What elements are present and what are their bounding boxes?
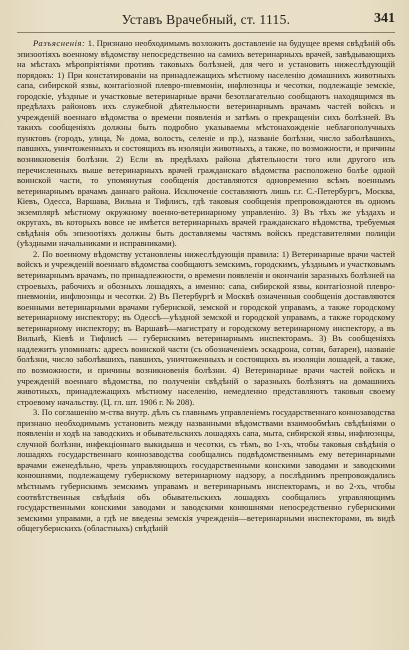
running-header xyxy=(17,10,395,33)
running-title: Уставъ Врачебный, ст. 1115. xyxy=(121,12,291,27)
paragraph-3: 3. По соглашенію м-ства внутр. дѣлъ съ главнымъ управленіемъ государственнаго коннозаводства признано необходимымъ установить между названными вѣдомствами взаимообмѣнъ свѣдѣніями о появленіи и ходѣ на заводскихъ и обывательскихъ лошадяхъ сапа, мыта, сибирской язвы, инфлюэнцы, случной болѣзни, инфекціоннаго выкидыша и чесотки, съ тѣмъ, во 1-хъ, чтобы таковыя свѣдѣнія о лошадяхъ государственнаго коннозаводства сообщались подвѣдомственнымъ ему ветеринарными врачами еженедѣльно, чрезъ управляющихъ государственными конскими заводами и заводскими конюшнями, подлежащему губернскому ветеринарному надзору, а послѣднимъ препровождались мѣстнымъ губернскимъ земскимъ управамъ и ветеринарнымъ инспекторамъ, и во 2-хъ, чтобы соотвѣтственныя свѣдѣнія объ обывательскихъ лошадяхъ сообщались управляющимъ государственными конскими заводами и заводскими конюшнями непосредственно губернскими земскими управами, а гдѣ не введены земскія учрежденія—ветеринарными инспекторами, въ видѣ общегубернскихъ (областныхъ) свѣдѣній xyxy=(17,407,395,534)
page-number: 341 xyxy=(374,11,395,26)
paragraph-1-text: 1. Признано необходимымъ возложить доставленіе на будущее время свѣдѣній объ эпизоотіяхъ военному вѣдомству непосредственно на самихъ ветеринарныхъ врачей, завѣдывающихъ на мѣстахъ мѣропріятіями противъ таковыхъ болѣзней, для чего и установить нижеслѣдующій порядокъ: 1) При констатированіи на принадлежащихъ мѣстному населенію домашнихъ животныхъ сапа, сибирской язвы, контагіозной плевро-пневмоніи, инфлюэнцы и чесотки, подлежащіе земскіе, городскіе, уѣздные и участковые ветеринарные врачи безотлагательно сообщаютъ находящимся въ предѣлахъ районовъ ихъ служебной дѣятельности ветеринарнымъ врачамъ частей войскъ и учрежденій военнаго вѣдомства о времени появленія и затѣмъ о прекращеніи сихъ болѣзней. Въ такихъ сообщеніяхъ должны быть подробно указываемы мѣстонахожденіе неблагополучныхъ пунктовъ (городъ, улица, № дома, волость, селеніе и пр.), названіе болѣзни, число заболѣвшихъ, павшихъ, уничтоженныхъ и состоящихъ въ изоляціи животныхъ, а также, по возможности, и причины возникновенія болѣзни. 2) Если въ предѣлахъ района дѣятельности того или другого изъ перечисленныхъ выше ветеринарныхъ врачей гражданскаго вѣдомства расположено болѣе одной воинской части, то упомянутыя сообщенія доставляются одновременно всѣмъ военнымъ ветеринарнымъ врачамъ даннаго района. Исключеніе составляютъ лишь г.г. С.-Петербургъ, Москва, Кіевъ, Одесса, Варшава, Вильна и Тифлисъ, гдѣ таковыя сообщенія препровождаются въ одномъ экземплярѣ мѣстному окружному военно-ветеринарному управленію. 3) Въ тѣхъ же уѣздахъ и округахъ, въ которыхъ вовсе не имѣется ветеринарныхъ врачей гражданскаго вѣдомства, требуемыя свѣдѣнія объ эпизоотіяхъ должны быть доставляемы частямъ войскъ представителями полиціи (уѣздными начальниками и исправниками). xyxy=(17,38,395,249)
paragraph-2: 2. По военному вѣдомству установлены нижеслѣдующія правила: 1) Ветеринарные врачи частей войскъ и учрежденій военнаго вѣдомства сообщаютъ земскимъ, городскимъ, уѣзднымъ и участковымъ ветеринарнымъ врачамъ, по принадлежности, о времени появленія и окончанія заразныхъ болѣзней на строевыхъ, рабочихъ и обозныхъ лошадяхъ, а именно: сапа, сибирской язвы, контагіозной плевро-пневмоніи, инфлюэнцы и чесотки. 2) Въ Петербургѣ и Москвѣ означенныя сообщенія доставляются военными ветеринарными врачами губернской, земской и городской управамъ, а также городскому ветеринарному инспектору; въ Одессѣ—уѣздной земской и городской управамъ, а также городскому ветеринарному инспектору; въ Варшавѣ—магистрату и городскому ветеринарному инспектору, а въ Вильнѣ, Кіевѣ и Тифлисѣ — губернскимъ ветеринарнымъ инспекторамъ. 3) Въ сообщеніяхъ надлежитъ упоминать: адресъ воинской части (съ обозначеніемъ эскадрона, сотни, батареи), названіе болѣзни, число заболѣвшихъ, павшихъ, уничтоженныхъ и состоящихъ въ изоляціи лошадей, а также, по возможности, и причины возникновенія болѣзни. 4) Ветеринарные врачи частей войскъ и учрежденій военнаго вѣдомства, по полученіи свѣдѣній о заразныхъ болѣзнятъ на домашнихъ животныхъ, принадлежащихъ мѣстному населенію, немедленно представляютъ таковыя своему строевому начальству. (Ц. гл. шт. 1906 г. № 208). xyxy=(17,248,395,407)
lead-word: Разъясненія: xyxy=(33,38,86,48)
paragraph-1 xyxy=(17,38,395,249)
document-body xyxy=(17,38,395,534)
